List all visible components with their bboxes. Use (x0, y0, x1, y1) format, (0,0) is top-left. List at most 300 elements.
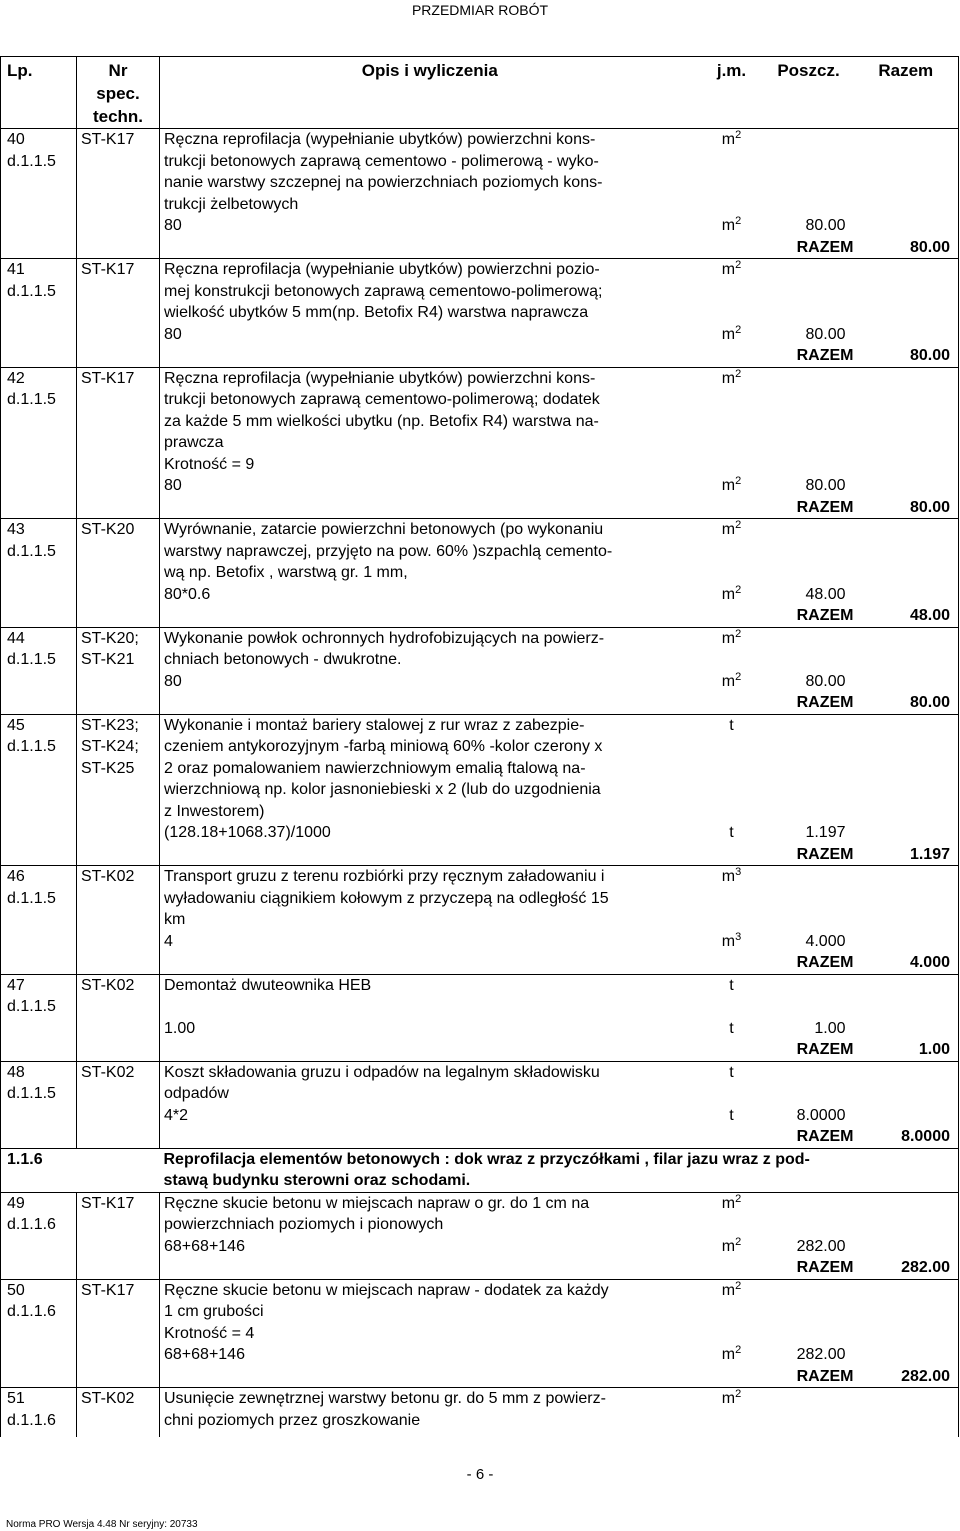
item-unit (700, 1192, 764, 1236)
calc-unit-text: m (721, 217, 736, 234)
item-razem-empty (854, 367, 959, 475)
razem-empty (160, 1366, 700, 1388)
item-description (160, 1192, 700, 1236)
razem-row (1, 692, 959, 714)
item-unit-text: t (729, 976, 734, 994)
item-unit-text: m (721, 1281, 736, 1299)
calc-unit-exponent: 2 (735, 475, 742, 487)
calc-row (1, 475, 959, 497)
item-poszcz-empty (764, 627, 854, 671)
item-lp (1, 974, 77, 1018)
description-line: Usunięcie zewnętrznej warstwy betonu gr. do 5 mm z powierz- (164, 1390, 606, 1407)
razem-empty (77, 345, 160, 367)
item-row (1, 367, 959, 475)
filler-cell (160, 1431, 700, 1437)
razem-empty (160, 1039, 700, 1061)
item-description (160, 974, 700, 1018)
calc-unit (700, 1105, 764, 1127)
razem-label: RAZEM (764, 1257, 854, 1279)
description-line: prawcza (164, 434, 224, 451)
item-spec (77, 519, 160, 584)
calc-poszcz-value: 282.00 (796, 1346, 846, 1363)
calc-unit-text: m (721, 672, 736, 690)
razem-label: RAZEM (764, 952, 854, 974)
item-lp (1, 1279, 77, 1344)
filler-cell (764, 1431, 854, 1437)
description-line: mej konstrukcji betonowych zaprawą cementowo-polimerową; (164, 282, 603, 300)
item-description (160, 129, 700, 216)
item-subsection: d.1.1.5 (7, 998, 56, 1015)
description-line: Demontaż dwuteownika HEB (164, 976, 372, 994)
description-line: Ręczna reprofilacja (wypełnianie ubytków) powierzchni pozio- (164, 261, 600, 278)
razem-empty (160, 844, 700, 866)
calc-poszcz-value: 80.00 (805, 477, 846, 494)
section-title-line: stawą budynku sterowni oraz schodami. (163, 1172, 471, 1189)
razem-empty (160, 692, 700, 714)
item-unit-text: t (729, 716, 734, 734)
calc-unit-exponent: 2 (735, 1235, 742, 1248)
calc-razem-empty (854, 1018, 959, 1040)
calc-empty (77, 475, 160, 497)
item-description (160, 367, 700, 475)
item-lp (1, 714, 77, 822)
software-version: Norma PRO Wersja 4.48 Nr seryjny: 20733 (6, 1519, 198, 1530)
calc-unit-text: t (729, 824, 734, 841)
razem-empty (700, 497, 764, 519)
calc-row (1, 1236, 959, 1258)
item-row (1, 519, 959, 584)
razem-empty (700, 1257, 764, 1279)
spec-code: ST-K02 (81, 976, 135, 994)
calc-row (1, 215, 959, 237)
razem-empty (700, 952, 764, 974)
item-razem-empty (854, 714, 959, 822)
razem-empty (1, 497, 77, 519)
calc-row (1, 584, 959, 606)
item-number: 51 (7, 1390, 25, 1407)
description-line: za każde 5 mm wielkości ubytku (np. Betofix R4) warstwa na- (164, 412, 599, 430)
calc-unit-text: t (729, 1019, 734, 1037)
razem-row (1, 237, 959, 259)
spec-code: ST-K23; (81, 716, 139, 734)
item-lp (1, 259, 77, 324)
razem-empty (77, 1126, 160, 1148)
description-line: odpadów (164, 1085, 229, 1102)
calc-empty (77, 215, 160, 237)
calc-expression: (128.18+1068.37)/1000 (160, 822, 700, 844)
item-unit-exponent: 2 (735, 1192, 742, 1205)
item-unit-exponent: 2 (735, 129, 742, 141)
calc-expression: 4*2 (160, 1105, 700, 1127)
item-unit (700, 1061, 764, 1105)
razem-value: 8.0000 (854, 1126, 959, 1148)
filler-cell (1, 1431, 77, 1437)
item-subsection: d.1.1.5 (7, 152, 56, 170)
item-razem-empty (854, 866, 959, 931)
item-unit (700, 519, 764, 584)
item-unit-text: m (721, 131, 736, 148)
item-spec (77, 1388, 160, 1432)
calc-unit-exponent: 3 (735, 930, 742, 943)
calc-expression: 80 (160, 324, 700, 346)
item-spec (77, 627, 160, 671)
calc-row (1, 822, 959, 844)
calc-empty (77, 1344, 160, 1366)
calc-empty (77, 822, 160, 844)
item-description (160, 866, 700, 931)
col-lp-header: Lp. (1, 57, 77, 129)
item-poszcz-empty (764, 259, 854, 324)
razem-empty (77, 497, 160, 519)
item-number: 44 (7, 629, 25, 647)
razem-empty (160, 952, 700, 974)
calc-empty (1, 324, 77, 346)
calc-razem-empty (854, 324, 959, 346)
calc-empty (77, 1236, 160, 1258)
item-razem-empty (854, 974, 959, 1018)
calc-empty (1, 215, 77, 237)
item-row (1, 866, 959, 931)
razem-empty (77, 952, 160, 974)
calc-empty (1, 475, 77, 497)
spec-code: ST-K21 (81, 651, 135, 668)
item-razem-empty (854, 259, 959, 324)
item-row (1, 627, 959, 671)
razem-empty (77, 692, 160, 714)
item-number: 43 (7, 521, 25, 538)
razem-empty (700, 345, 764, 367)
razem-value: 80.00 (854, 692, 959, 714)
item-poszcz-empty (764, 1061, 854, 1105)
col-nr-line: Nr (108, 61, 128, 80)
calc-poszcz-value: 1.00 (814, 1019, 846, 1037)
calc-unit (700, 584, 764, 606)
calc-unit-text: m (721, 1346, 736, 1363)
calc-empty (77, 1018, 160, 1040)
item-unit-text: m (721, 629, 736, 647)
item-description (160, 1061, 700, 1105)
calc-empty (1, 931, 77, 953)
razem-value: 4.000 (854, 952, 959, 974)
item-unit-text: m (721, 261, 736, 278)
calc-poszcz-value: 282.00 (796, 1237, 846, 1255)
item-number: 47 (7, 976, 25, 994)
calc-empty (1, 584, 77, 606)
item-lp (1, 129, 77, 216)
item-unit (700, 974, 764, 1018)
col-razem-header: Razem (854, 57, 959, 129)
calc-row (1, 324, 959, 346)
calc-razem-empty (854, 475, 959, 497)
description-line: Wykonanie i montaż bariery stalowej z rur wraz z zabezpie- (164, 716, 585, 734)
razem-empty (1, 1257, 77, 1279)
calc-unit (700, 822, 764, 844)
description-line: z Inwestorem) (164, 802, 265, 820)
spec-code: ST-K17 (81, 261, 135, 278)
item-poszcz-empty (764, 714, 854, 822)
calc-razem-empty (854, 584, 959, 606)
item-row (1, 714, 959, 822)
razem-empty (77, 1257, 160, 1279)
razem-row (1, 1126, 959, 1148)
description-line: 2 oraz pomalowaniem nawierzchniowym emalią ftalową na- (164, 759, 586, 777)
spec-code: ST-K17 (81, 131, 135, 148)
item-poszcz-empty (764, 974, 854, 1018)
item-subsection: d.1.1.6 (7, 1216, 56, 1233)
calc-unit (700, 671, 764, 693)
item-razem-empty (854, 627, 959, 671)
calc-poszcz-value: 48.00 (805, 585, 846, 603)
item-lp (1, 1061, 77, 1105)
razem-row (1, 1039, 959, 1061)
bill-of-quantities-table (0, 56, 959, 1437)
razem-label: RAZEM (764, 497, 854, 519)
description-line: chniach betonowych - dwukrotne. (164, 651, 402, 668)
spec-code: ST-K20 (81, 521, 135, 538)
spec-code: ST-K25 (81, 759, 135, 777)
item-spec (77, 367, 160, 475)
calc-row (1, 671, 959, 693)
item-spec (77, 1061, 160, 1105)
razem-empty (160, 1257, 700, 1279)
razem-empty (700, 692, 764, 714)
description-line: nanie warstwy szczepnej na powierzchniach poziomych kons- (164, 174, 603, 191)
item-poszcz-empty (764, 367, 854, 475)
item-unit-exponent: 2 (735, 259, 742, 271)
calc-unit-exponent: 2 (735, 583, 742, 596)
item-subsection: d.1.1.5 (7, 391, 56, 408)
item-spec (77, 129, 160, 216)
filler-cell (854, 1431, 959, 1437)
item-row (1, 974, 959, 1018)
razem-empty (1, 1126, 77, 1148)
description-line: Ręczne skucie betonu w miejscach napraw - dodatek za każdy (164, 1281, 609, 1299)
razem-row (1, 1257, 959, 1279)
calc-empty (1, 671, 77, 693)
item-description (160, 1279, 700, 1344)
item-number: 46 (7, 868, 25, 885)
item-subsection: d.1.1.5 (7, 889, 56, 907)
calc-empty (1, 1344, 77, 1366)
calc-expression: 68+68+146 (160, 1344, 700, 1366)
razem-label: RAZEM (764, 1126, 854, 1148)
description-line: wierzchniową np. kolor jasnoniebieski x 2 (lub do uzgodnienia (164, 781, 601, 798)
razem-label: RAZEM (764, 605, 854, 627)
item-description (160, 714, 700, 822)
razem-empty (700, 1126, 764, 1148)
calc-expression: 80*0.6 (160, 584, 700, 606)
calc-razem-empty (854, 822, 959, 844)
calc-empty (1, 1018, 77, 1040)
calc-empty (1, 822, 77, 844)
calc-unit (700, 324, 764, 346)
calc-poszcz-value: 80.00 (805, 325, 846, 343)
spec-code: ST-K24; (81, 738, 139, 755)
razem-row (1, 844, 959, 866)
item-lp (1, 519, 77, 584)
calc-unit (700, 1236, 764, 1258)
item-unit (700, 1279, 764, 1344)
razem-label: RAZEM (764, 237, 854, 259)
item-lp (1, 1388, 77, 1432)
item-razem-empty (854, 129, 959, 216)
razem-label: RAZEM (764, 1039, 854, 1061)
header-row (1, 57, 959, 129)
description-line: Ręczna reprofilacja (wypełnianie ubytków) powierzchni kons- (164, 369, 596, 387)
col-poszcz-header: Poszcz. (764, 57, 854, 129)
razem-empty (1, 952, 77, 974)
item-number: 45 (7, 716, 25, 734)
razem-empty (77, 1039, 160, 1061)
razem-value: 282.00 (854, 1366, 959, 1388)
razem-value: 80.00 (854, 497, 959, 519)
item-spec (77, 714, 160, 822)
spec-code: ST-K02 (81, 1063, 135, 1081)
calc-unit-text: m (721, 932, 736, 950)
item-unit-exponent: 3 (735, 866, 742, 878)
razem-empty (77, 1366, 160, 1388)
razem-label: RAZEM (764, 1366, 854, 1388)
item-poszcz-empty (764, 519, 854, 584)
item-unit-text: m (721, 1390, 736, 1407)
item-lp (1, 367, 77, 475)
item-row (1, 259, 959, 324)
section-row (1, 1148, 959, 1192)
description-line: Transport gruzu z terenu rozbiórki przy ręcznym załadowaniu i (164, 868, 605, 885)
spec-code: ST-K17 (81, 1281, 135, 1299)
item-unit (700, 129, 764, 216)
calc-empty (77, 1105, 160, 1127)
description-line: Krotność = 4 (164, 1324, 255, 1342)
item-description (160, 1388, 700, 1432)
item-description (160, 519, 700, 584)
calc-unit-text: m (721, 477, 736, 494)
item-unit-exponent: 2 (735, 367, 742, 380)
item-spec (77, 1279, 160, 1344)
item-poszcz-empty (764, 1192, 854, 1236)
razem-value: 80.00 (854, 237, 959, 259)
calc-poszcz-value: 80.00 (805, 672, 846, 690)
section-title-line: Reprofilacja elementów betonowych : dok wraz z przyczółkami , filar jazu wraz z pod- (163, 1150, 810, 1168)
razem-empty (1, 1366, 77, 1388)
description-line: czeniem antykorozyjnym -farbą miniową 60% -kolor czerony x (164, 738, 603, 755)
item-subsection: d.1.1.5 (7, 738, 56, 755)
item-subsection: d.1.1.5 (7, 1085, 56, 1102)
calc-row (1, 1105, 959, 1127)
spec-code: ST-K17 (81, 369, 135, 387)
razem-value: 1.197 (854, 844, 959, 866)
calc-empty (1, 1105, 77, 1127)
calc-poszcz-value: 8.0000 (796, 1106, 846, 1124)
razem-empty (160, 605, 700, 627)
item-lp (1, 866, 77, 931)
description-line: 1 cm grubości (164, 1303, 264, 1320)
item-unit (700, 367, 764, 475)
description-line: km (164, 911, 186, 928)
calc-empty (77, 584, 160, 606)
calc-razem-empty (854, 1344, 959, 1366)
item-unit-text: m (721, 369, 736, 387)
item-razem-empty (854, 1192, 959, 1236)
item-unit (700, 627, 764, 671)
item-row (1, 1192, 959, 1236)
razem-value: 80.00 (854, 345, 959, 367)
calc-unit-exponent: 2 (735, 323, 742, 336)
item-spec (77, 259, 160, 324)
item-description (160, 627, 700, 671)
description-line: Krotność = 9 (164, 455, 255, 473)
item-subsection: d.1.1.5 (7, 542, 56, 560)
calc-empty (77, 324, 160, 346)
spec-code: ST-K02 (81, 868, 135, 885)
razem-label: RAZEM (764, 692, 854, 714)
item-number: 49 (7, 1194, 25, 1212)
description-line: trukcji betonowych zaprawą cementowo-polimerową; dodatek (164, 391, 600, 408)
razem-empty (700, 1366, 764, 1388)
spec-code: ST-K02 (81, 1390, 135, 1407)
item-spec (77, 1192, 160, 1236)
calc-unit-text: t (729, 1106, 734, 1124)
item-unit-exponent: 2 (735, 627, 742, 640)
razem-empty (1, 692, 77, 714)
item-row (1, 1061, 959, 1105)
item-unit-text: m (721, 868, 736, 885)
item-lp (1, 1192, 77, 1236)
item-row (1, 1279, 959, 1344)
item-number: 42 (7, 369, 25, 387)
item-spec (77, 866, 160, 931)
item-number: 41 (7, 261, 25, 278)
calc-poszcz-value: 80.00 (805, 217, 846, 234)
razem-empty (77, 844, 160, 866)
item-unit (700, 259, 764, 324)
spec-code: ST-K17 (81, 1194, 135, 1212)
description-line: Koszt składowania gruzu i odpadów na legalnym składowisku (164, 1063, 600, 1081)
spec-code: ST-K20; (81, 629, 139, 647)
description-line: Wykonanie powłok ochronnych hydrofobizujących na powierz- (164, 629, 605, 647)
razem-row (1, 1366, 959, 1388)
filler-cell (700, 1431, 764, 1437)
item-unit-exponent: 2 (735, 1279, 742, 1292)
item-number: 40 (7, 131, 25, 148)
calc-razem-empty (854, 931, 959, 953)
item-spec (77, 974, 160, 1018)
item-razem-empty (854, 1388, 959, 1432)
item-lp (1, 627, 77, 671)
item-poszcz-empty (764, 1279, 854, 1344)
razem-empty (1, 1039, 77, 1061)
item-unit-text: t (729, 1063, 734, 1081)
calc-razem-empty (854, 215, 959, 237)
razem-empty (700, 1039, 764, 1061)
page-number: - 6 - (466, 1466, 494, 1483)
calc-row (1, 1344, 959, 1366)
razem-empty (700, 605, 764, 627)
razem-row (1, 605, 959, 627)
item-razem-empty (854, 1279, 959, 1344)
razem-empty (160, 1126, 700, 1148)
calc-unit-exponent: 2 (735, 670, 742, 683)
item-unit-text: m (721, 521, 736, 538)
item-unit (700, 866, 764, 931)
razem-empty (1, 237, 77, 259)
razem-empty (1, 844, 77, 866)
razem-label: RAZEM (764, 844, 854, 866)
calc-unit-text: m (721, 585, 736, 603)
description-line: wielkość ubytków 5 mm(np. Betofix R4) warstwa naprawcza (164, 304, 589, 321)
calc-unit-text: m (721, 325, 736, 343)
item-poszcz-empty (764, 866, 854, 931)
